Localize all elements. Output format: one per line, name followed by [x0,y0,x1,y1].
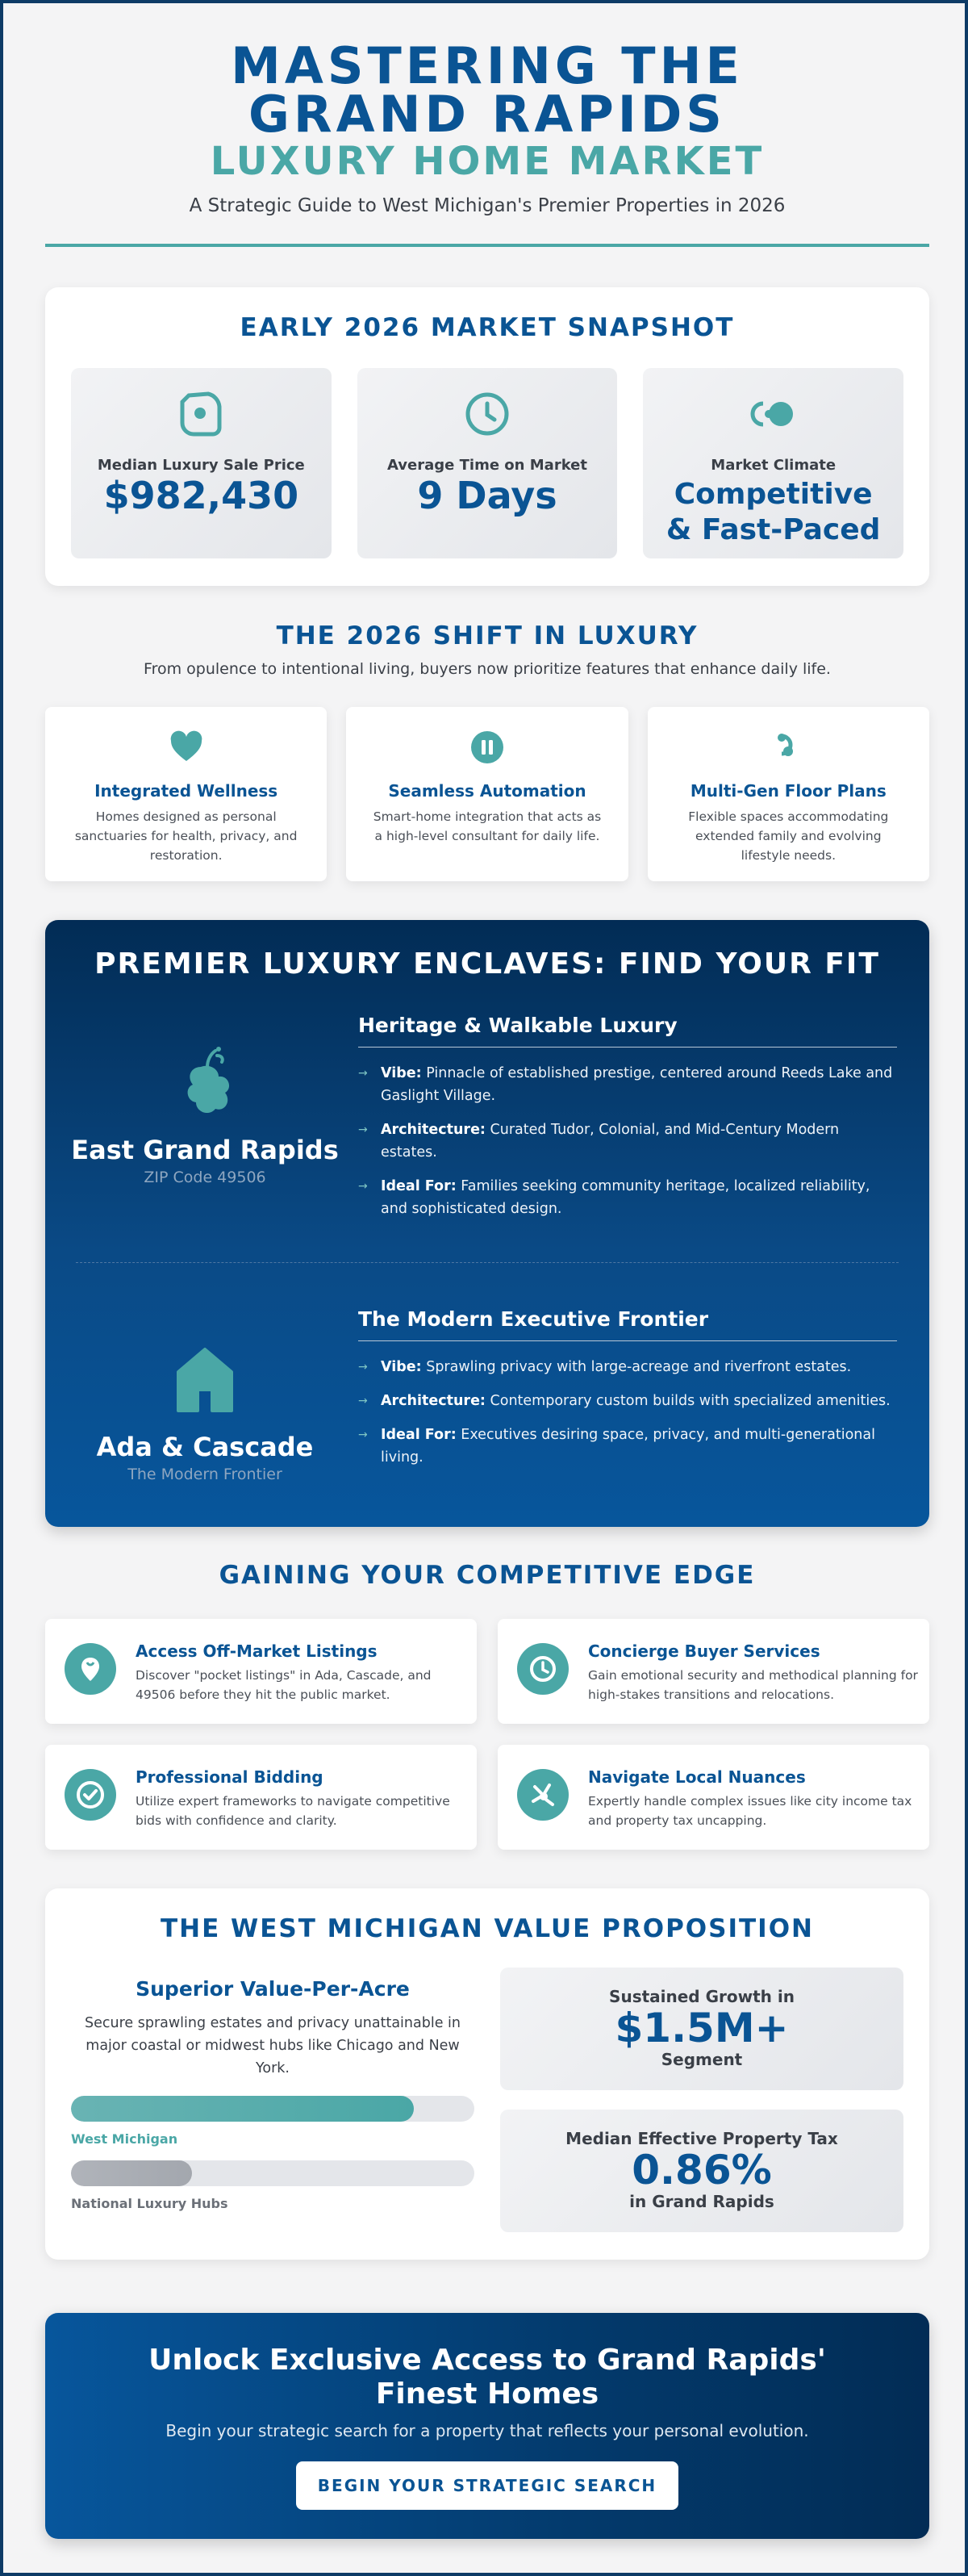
shift-card-text: Smart-home integration that acts as a high-level consultant for daily life. [373,809,602,843]
compass-icon [517,1769,569,1821]
bullet-text: Contemporary custom builds with specialized amenities. [490,1393,891,1409]
bullet-label: Vibe: [381,1065,422,1081]
edge-card-concierge [498,1619,929,1724]
bullet-label: Ideal For: [381,1178,457,1194]
arrow-icon: → [358,1428,368,1441]
value-proposition [45,1888,929,2260]
snapshot-title: EARLY 2026 MARKET SNAPSHOT [240,313,735,342]
shift-card-wellness [45,707,327,881]
shift-cards [45,707,929,881]
enclave-bullet [358,1390,897,1412]
shift-card-text: Homes designed as personal sanctuaries for health, privacy, and restoration. [74,809,298,863]
enclave-zip: The Modern Frontier [127,1466,282,1483]
stat-value: Competitive & Fast-Paced [666,478,881,546]
cta-banner [45,2313,929,2539]
edge-card-local-nuances [498,1745,929,1850]
value-box-label: Median Effective Property Tax [565,2129,838,2148]
edge-card-text: Discover "pocket listings" in Ada, Cascade, and 49506 before they hit the public market. [136,1668,432,1702]
edge-card-title: Professional Bidding [136,1767,323,1787]
shift-card-title: Seamless Automation [388,781,586,801]
edge-title: GAINING YOUR COMPETITIVE EDGE [219,1561,756,1590]
home-icon [169,1340,241,1420]
clock-icon [517,1643,569,1695]
bullet-label: Vibe: [381,1359,422,1375]
bullet-text: Sprawling privacy with large-acreage and riverfront estates. [426,1359,852,1375]
value-box-number: $1.5M+ [615,2005,789,2051]
value-box-tax [500,2110,903,2232]
value-box-sub: in Grand Rapids [629,2192,774,2211]
arrow-icon: → [358,1123,368,1136]
shift-card-text: Flexible spaces accommodating extended family and evolving lifestyle needs. [688,809,889,863]
stat-time-on-market [357,368,618,558]
edge-card-text: Utilize expert frameworks to navigate competitive bids with confidence and clarity. [136,1794,450,1828]
enclave-zip: ZIP Code 49506 [144,1169,266,1186]
value-box-sub: Segment [661,2050,743,2069]
bar-label-west-michigan: West Michigan [71,2131,178,2147]
edge-card-off-market [45,1619,477,1724]
enclave-heading: Heritage & Walkable Luxury [358,1014,897,1048]
edge-card-title: Concierge Buyer Services [588,1641,820,1661]
hero-divider [45,244,929,247]
check-circle-icon [65,1769,116,1821]
price-tag-icon [173,386,229,442]
luxury-enclaves [45,920,929,1527]
cta-heading: Unlock Exclusive Access to Grand Rapids' Finest Homes [148,2344,826,2411]
stat-median-price [71,368,332,558]
enclave-heading: The Modern Executive Frontier [358,1307,897,1341]
arrow-icon: → [358,1180,368,1193]
edge-grid [45,1619,929,1850]
begin-search-button[interactable]: BEGIN YOUR STRATEGIC SEARCH [296,2461,678,2510]
trend-icon [745,386,802,442]
bar-label-national-hubs: National Luxury Hubs [71,2196,228,2211]
stat-value: $982,430 [103,474,299,517]
value-box-growth [500,1968,903,2090]
shift-card-title: Integrated Wellness [94,781,278,801]
page-title: MASTERING THE GRAND RAPIDS [231,36,744,144]
bullet-text: Families seeking community heritage, localized reliability, and sophisticated design. [381,1178,870,1217]
value-left-text: Secure sprawling estates and privacy unattainable in major coastal or midwest hubs like Chicago and New York. [84,2015,461,2076]
bullet-label: Ideal For: [381,1427,457,1443]
edge-card-text: Gain emotional security and methodical planning for high-stakes transitions and relocations. [588,1668,918,1702]
shift-title: THE 2026 SHIFT IN LUXURY [276,621,699,650]
family-icon [770,730,806,765]
shift-description: From opulence to intentional living, buyers now prioritize features that enhance daily life. [144,660,831,678]
enclave-name: Ada & Cascade [96,1432,314,1462]
shift-card-automation [346,707,628,881]
arrow-icon: → [358,1395,368,1407]
bar-fill-west-michigan [71,2096,414,2122]
value-box-label: Sustained Growth in [609,1987,795,2006]
enclave-bullet [358,1356,897,1378]
enclave-bullets [358,1356,897,1469]
value-left-heading: Superior Value-Per-Acre [136,1977,410,2001]
bullet-label: Architecture: [381,1122,486,1138]
value-right [500,1968,903,2232]
stat-label: Market Climate [711,457,837,474]
stat-market-climate [643,368,903,558]
bar-fill-national-hubs [71,2160,192,2186]
enclave-bullets [358,1062,897,1220]
arrow-icon: → [358,1361,368,1374]
cta-text: Begin your strategic search for a property that reflects your personal evolution. [165,2421,809,2440]
page-tagline: A Strategic Guide to West Michigan's Premier Properties in 2026 [189,195,786,216]
stat-label: Median Luxury Sale Price [97,457,305,474]
value-title: THE WEST MICHIGAN VALUE PROPOSITION [160,1914,814,1943]
bullet-text: Pinnacle of established prestige, centered around Reeds Lake and Gaslight Village. [381,1065,893,1104]
edge-card-title: Access Off-Market Listings [136,1641,378,1661]
shift-card-multigen [648,707,929,881]
bar-track-national-hubs [71,2160,474,2186]
edge-card-text: Expertly handle complex issues like city income tax and property tax uncapping. [588,1794,912,1828]
hero [45,36,929,216]
enclave-divider [76,1262,899,1263]
market-snapshot [45,287,929,586]
value-left [71,1977,474,2233]
heart-icon [169,730,204,765]
arrow-icon: → [358,1067,368,1080]
pause-circle-icon [469,730,505,765]
enclave-bullet [358,1062,897,1107]
bullet-text: Executives desiring space, privacy, and multi-generational living. [381,1427,875,1466]
clock-icon [459,386,515,442]
edge-card-bidding [45,1745,477,1850]
shift-card-title: Multi-Gen Floor Plans [690,781,887,801]
stat-label: Average Time on Market [387,457,587,474]
page-subtitle: LUXURY HOME MARKET [210,139,765,184]
bullet-label: Architecture: [381,1393,486,1409]
bar-track-west-michigan [71,2096,474,2122]
tree-icon [169,1043,241,1123]
enclaves-title: PREMIER LUXURY ENCLAVES: FIND YOUR FIT [94,947,880,981]
enclave-name: East Grand Rapids [71,1135,339,1165]
location-pin-icon [65,1643,116,1695]
value-box-number: 0.86% [632,2147,772,2193]
enclave-bullet [358,1175,897,1220]
stat-value: 9 Days [417,474,557,517]
edge-card-title: Navigate Local Nuances [588,1767,806,1787]
bullet-text: Curated Tudor, Colonial, and Mid-Century Modern estates. [381,1122,840,1160]
enclave-bullet [358,1424,897,1469]
enclave-bullet [358,1119,897,1164]
